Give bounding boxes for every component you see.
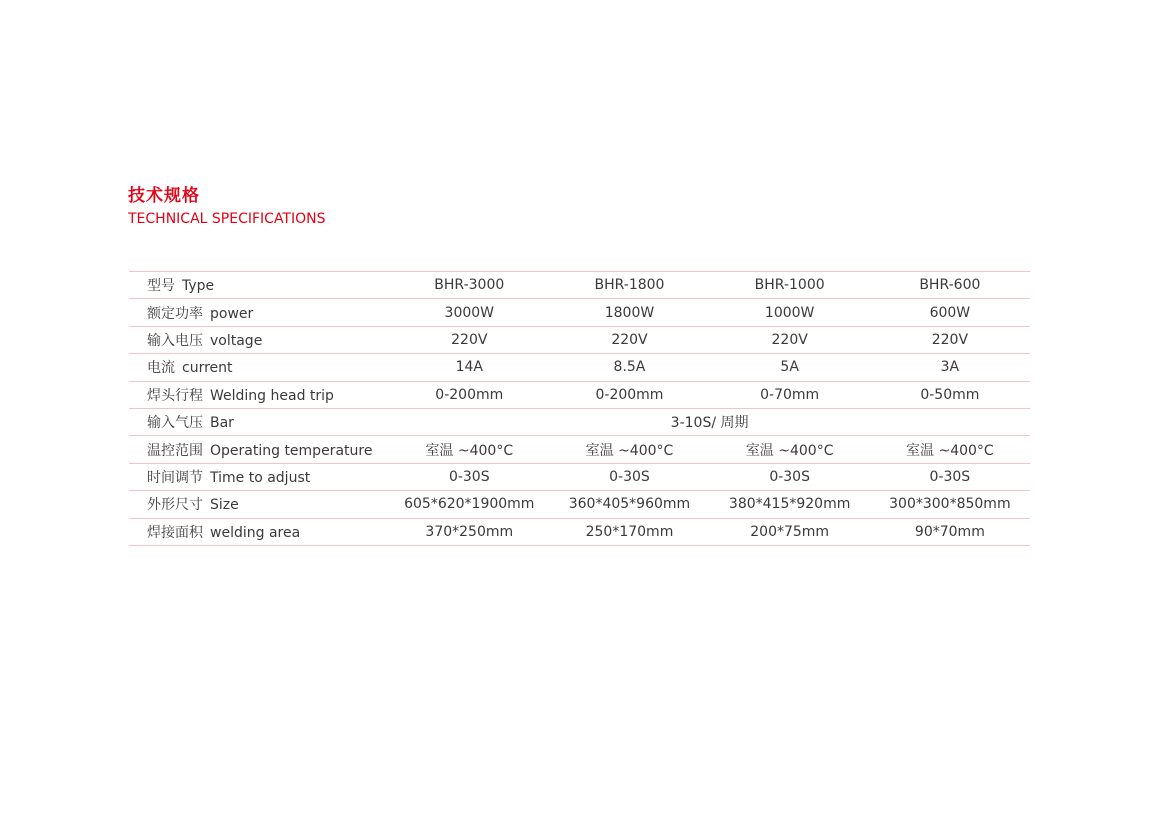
table-cell: 380*415*920mm <box>710 491 870 518</box>
table-cell: 90*70mm <box>870 518 1030 545</box>
row-label <box>129 436 389 463</box>
table-cell: 605*620*1900mm <box>389 491 549 518</box>
table-cell: 0-30S <box>870 463 1030 490</box>
table-cell: BHR-1000 <box>710 272 870 299</box>
table-row <box>129 408 1030 435</box>
section-heading <box>128 184 326 230</box>
row-label-en: current <box>182 360 233 377</box>
row-label-cn: 电流 <box>147 360 175 377</box>
row-label <box>129 299 389 326</box>
table-cell: 室温 ~400°C <box>549 436 709 463</box>
table-cell: BHR-600 <box>870 272 1030 299</box>
table-cell: BHR-1800 <box>549 272 709 299</box>
row-label-cn: 时间调节 <box>147 469 203 486</box>
row-label-en: voltage <box>210 332 263 349</box>
table-cell: 360*405*960mm <box>549 491 709 518</box>
table-cell: 0-70mm <box>710 381 870 408</box>
row-label-en: Type <box>182 278 215 295</box>
row-label-cn: 额定功率 <box>147 305 203 322</box>
table-row <box>129 354 1030 381</box>
table-cell: 220V <box>710 326 870 353</box>
table-cell: 220V <box>870 326 1030 353</box>
table-cell: 250*170mm <box>549 518 709 545</box>
row-label-cn: 型号 <box>147 278 175 295</box>
row-label <box>129 518 389 545</box>
row-label <box>129 354 389 381</box>
table-cell: 0-200mm <box>549 381 709 408</box>
row-label <box>129 326 389 353</box>
row-label-en: Time to adjust <box>210 469 311 486</box>
table-cell: 0-50mm <box>870 381 1030 408</box>
row-label-cn: 输入气压 <box>147 415 203 432</box>
table-row <box>129 381 1030 408</box>
table-row <box>129 272 1030 299</box>
row-label-cn: 输入电压 <box>147 332 203 349</box>
table-cell: BHR-3000 <box>389 272 549 299</box>
row-label-en: Bar <box>210 415 234 432</box>
table-cell: 300*300*850mm <box>870 491 1030 518</box>
row-label-cn: 外形尺寸 <box>147 497 203 514</box>
table-cell: 8.5A <box>549 354 709 381</box>
table-row <box>129 518 1030 545</box>
table-cell-merged: 3-10S/ 周期 <box>389 408 1030 435</box>
table-row <box>129 463 1030 490</box>
row-label <box>129 463 389 490</box>
table-row <box>129 436 1030 463</box>
section-title-english: TECHNICAL SPECIFICATIONS <box>128 211 326 227</box>
row-label-en: Operating temperature <box>210 442 373 459</box>
table-cell: 0-30S <box>389 463 549 490</box>
table-cell: 5A <box>710 354 870 381</box>
table-cell: 1800W <box>549 299 709 326</box>
row-label-en: power <box>210 305 254 322</box>
table-row <box>129 299 1030 326</box>
table-cell: 600W <box>870 299 1030 326</box>
row-label-cn: 焊头行程 <box>147 387 203 404</box>
row-label-en: Welding head trip <box>210 387 334 404</box>
table-cell: 3A <box>870 354 1030 381</box>
table-cell: 220V <box>549 326 709 353</box>
table-cell: 室温 ~400°C <box>870 436 1030 463</box>
row-label-cn: 温控范围 <box>147 442 203 459</box>
table-cell: 3000W <box>389 299 549 326</box>
row-label <box>129 491 389 518</box>
spec-table <box>129 271 1030 546</box>
table-cell: 1000W <box>710 299 870 326</box>
row-label <box>129 381 389 408</box>
table-row <box>129 326 1030 353</box>
row-label-cn: 焊接面积 <box>147 524 203 541</box>
table-cell: 370*250mm <box>389 518 549 545</box>
row-label <box>129 272 389 299</box>
table-cell: 0-30S <box>710 463 870 490</box>
table-row <box>129 491 1030 518</box>
table-cell: 14A <box>389 354 549 381</box>
table-cell: 0-200mm <box>389 381 549 408</box>
table-cell: 200*75mm <box>710 518 870 545</box>
table-cell: 0-30S <box>549 463 709 490</box>
table-cell: 室温 ~400°C <box>389 436 549 463</box>
section-title-chinese: 技术规格 <box>128 186 200 206</box>
row-label <box>129 408 389 435</box>
row-label-en: welding area <box>210 524 301 541</box>
table-cell: 220V <box>389 326 549 353</box>
row-label-en: Size <box>210 497 239 514</box>
table-cell: 室温 ~400°C <box>710 436 870 463</box>
